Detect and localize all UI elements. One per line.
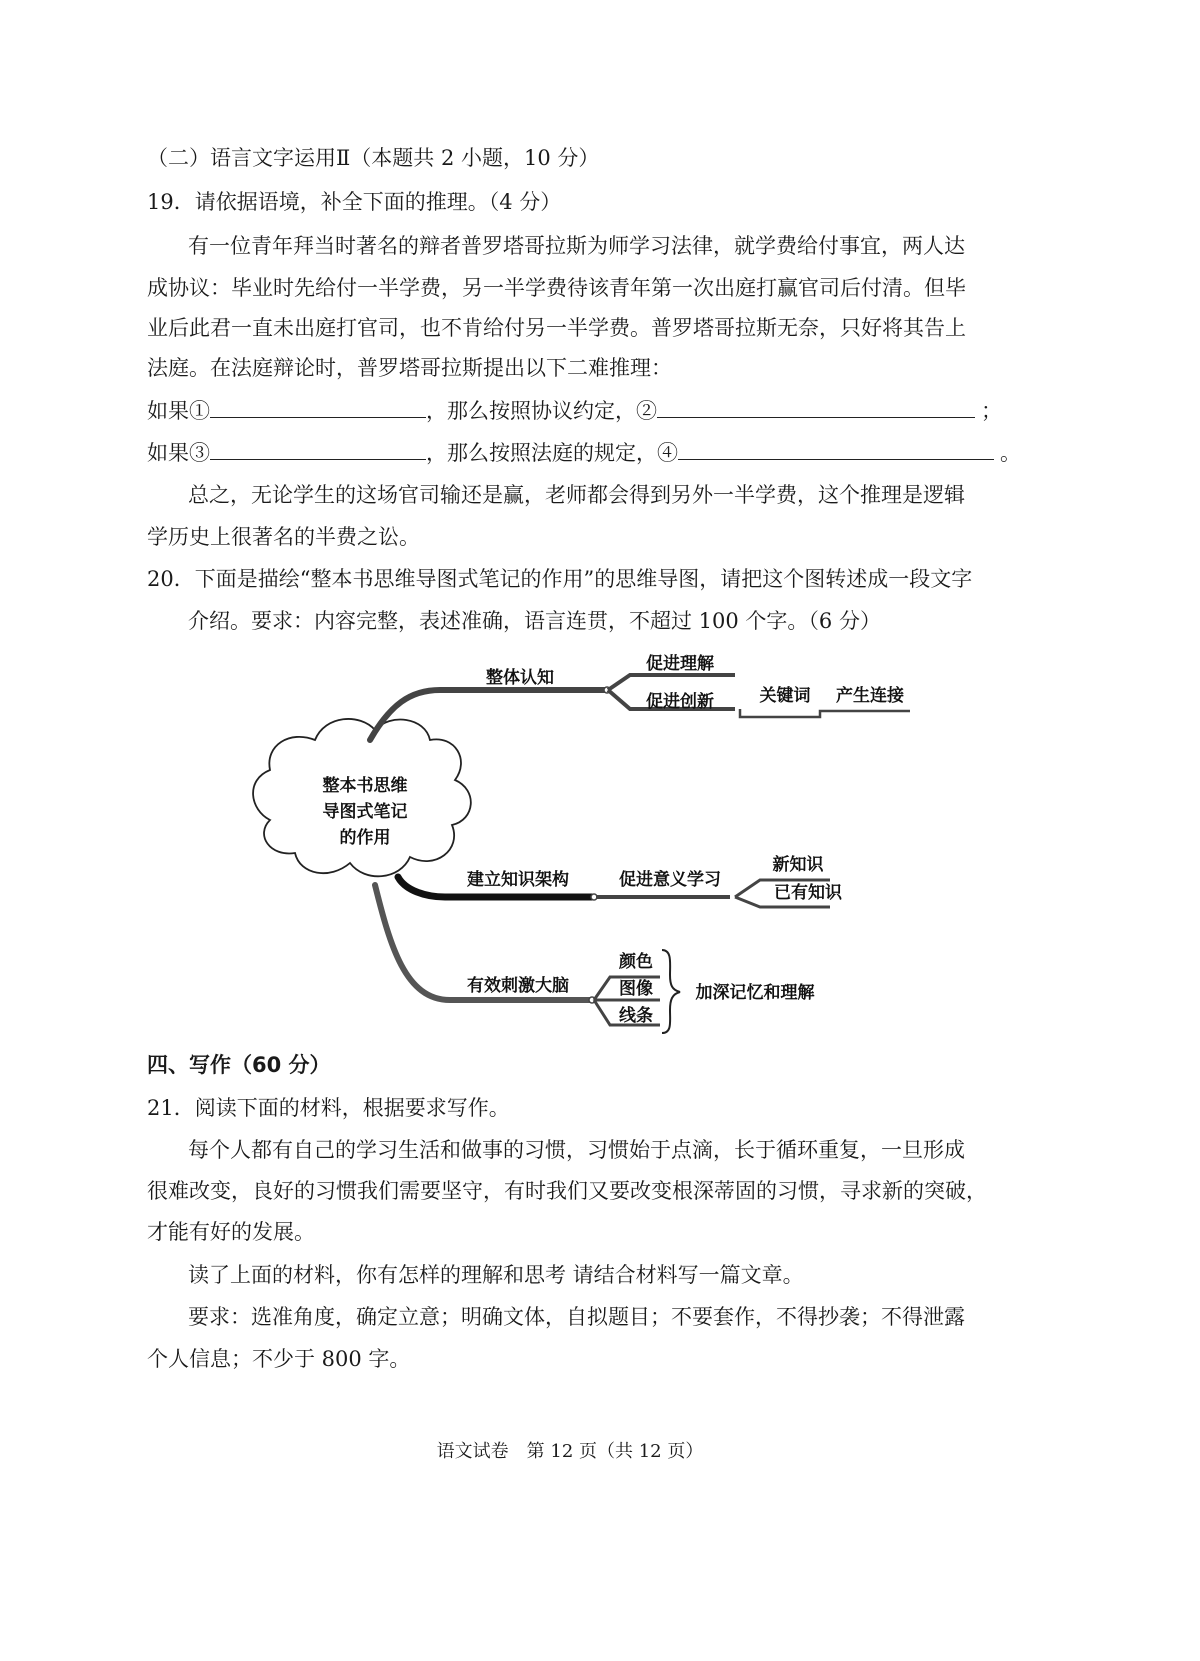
passage-line: 业后此君一直未出庭打官司，也不肯给付另一半学费。普罗塔哥拉斯无奈，只好将其告上: [147, 316, 966, 340]
branch3-item: 图像: [619, 979, 653, 999]
section-heading: 四、写作（60 分）: [147, 1053, 331, 1077]
branch3-result: 加深记忆和理解: [695, 983, 815, 1003]
section-heading: （二）语言文字运用Ⅱ（本题共 2 小题，10 分）: [147, 146, 600, 170]
answer-blank-3[interactable]: [210, 437, 426, 460]
requirement-line: 要求：选准角度，确定立意；明确文体，自拟题目；不要套作，不得抄袭；不得泄露: [188, 1305, 965, 1329]
question-stem: 21．阅读下面的材料，根据要求写作。: [147, 1096, 510, 1120]
passage-line: 成协议：毕业时先给付一半学费，另一半学费待该青年第一次出庭打赢官司后付清。但毕: [147, 276, 966, 300]
branch2-leaf-2: 已有知识: [774, 883, 842, 903]
branch1-sub-1: 促进理解: [646, 654, 714, 674]
row-text: ，那么按照法庭的规定，④: [426, 441, 678, 465]
center-label-line: 导图式笔记: [322, 802, 408, 822]
branch3-item: 线条: [619, 1006, 653, 1026]
passage-line: 法庭。在法庭辩论时，普罗塔哥拉斯提出以下二难推理：: [147, 356, 672, 380]
prompt-line: 读了上面的材料，你有怎样的理解和思考 请结合材料写一篇文章。: [188, 1263, 804, 1287]
answer-blank-2[interactable]: [657, 395, 975, 418]
center-label-line: 整本书思维: [322, 776, 408, 796]
material-line: 才能有好的发展。: [147, 1220, 315, 1244]
passage-line: 有一位青年拜当时著名的辩者普罗塔哥拉斯为师学习法律，就学费给付事宜，两人达: [188, 234, 965, 258]
material-line: 每个人都有自己的学习生活和做事的习惯，习惯始于点滴，长于循环重复，一旦形成: [188, 1138, 965, 1162]
branch3-item: 颜色: [619, 952, 653, 972]
brace: [662, 950, 680, 1033]
row-text: 如果③: [147, 441, 210, 465]
branch1-leaf-line: [740, 709, 910, 717]
question-stem: 19．请依据语境，补全下面的推理。（4 分）: [147, 190, 562, 214]
branch1-sub-2: 促进创新: [646, 692, 714, 712]
row-text: ，那么按照协议约定，②: [426, 399, 657, 423]
row-end: 。: [1000, 441, 1021, 465]
passage-line: 学历史上很著名的半费之讼。: [147, 525, 420, 549]
material-line: 很难改变，良好的习惯我们需要坚守，有时我们又要改变根深蒂固的习惯，寻求新的突破，: [147, 1179, 987, 1203]
row-text: 如果①: [147, 399, 210, 423]
passage-line: 总之，无论学生的这场官司输还是赢，老师都会得到另外一半学费，这个推理是逻辑: [188, 483, 965, 507]
requirement-line: 个人信息；不少于 800 字。: [147, 1347, 411, 1371]
center-label-line: 的作用: [339, 828, 391, 848]
blank-row: [147, 437, 1027, 468]
page-footer: 语文试卷 第 12 页（共 12 页）: [436, 1441, 704, 1462]
branch1-leaf-1: 关键词: [759, 686, 811, 706]
answer-blank-1[interactable]: [210, 395, 426, 418]
answer-blank-4[interactable]: [678, 437, 994, 460]
branch2-sub: 促进意义学习: [619, 870, 721, 890]
row-end: ；: [981, 399, 1002, 423]
branch1-leaf-2: 产生连接: [836, 686, 904, 706]
blank-row: [147, 395, 1027, 426]
branch2-leaf-1: 新知识: [772, 855, 824, 875]
center-cloud: [253, 719, 471, 876]
question-stem: 介绍。要求：内容完整，表述准确，语言连贯，不超过 100 个字。（6 分）: [188, 609, 881, 633]
branch-label-3: 有效刺激大脑: [467, 976, 569, 996]
mind-map: [230, 645, 950, 1045]
question-stem: 20．下面是描绘“整本书思维导图式笔记的作用”的思维导图，请把这个图转述成一段文字: [147, 567, 973, 591]
branch-label-1: 整体认知: [486, 668, 554, 688]
branch-label-2: 建立知识架构: [467, 870, 569, 890]
